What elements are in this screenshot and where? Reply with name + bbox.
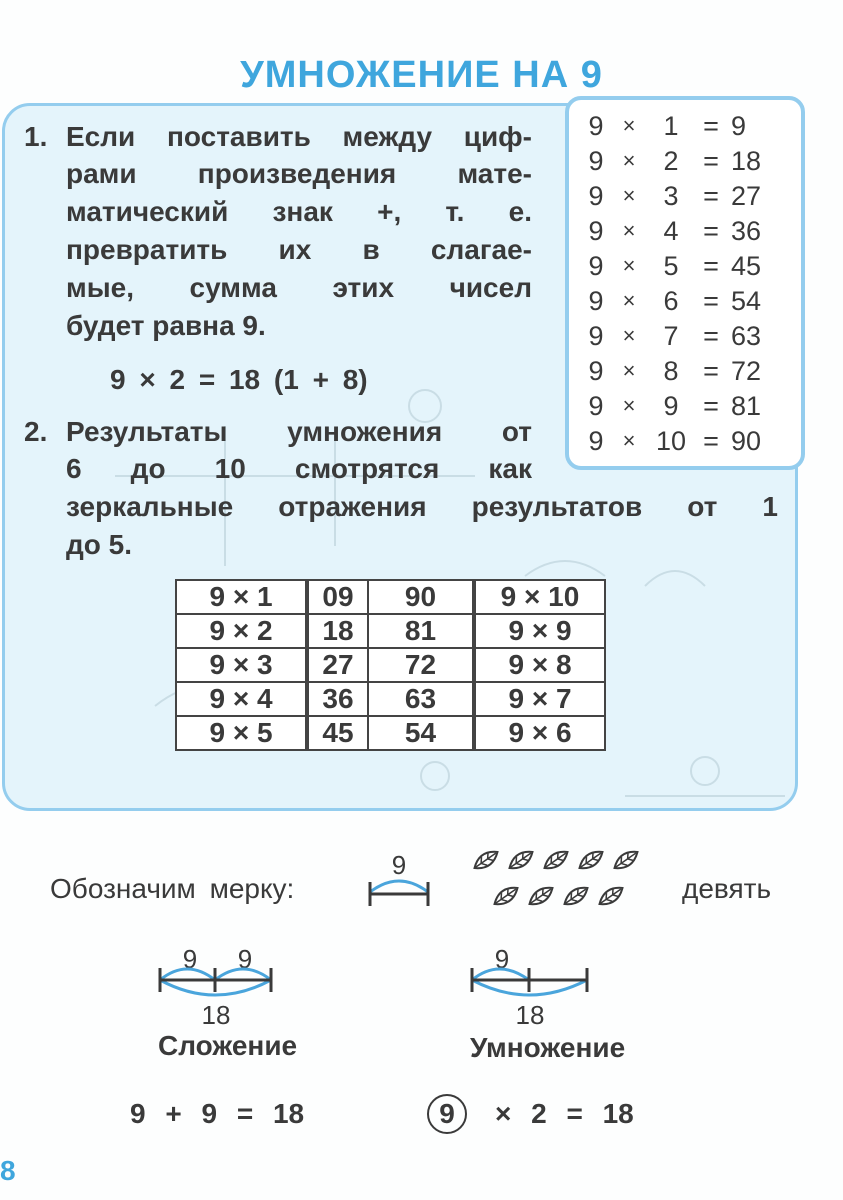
leaf-icon xyxy=(576,847,606,873)
mirror-table-row xyxy=(176,648,605,682)
mirror-cell-right: 9 × 9 xyxy=(474,614,605,648)
times-table-row xyxy=(585,144,800,178)
rule1-line: матический знак +, т. е. xyxy=(66,196,532,227)
rule2-line: 6 до 10 смотрятся как xyxy=(66,453,532,484)
times-table-a: 9 xyxy=(588,390,604,421)
mirror-cell-v2: 54 xyxy=(368,716,474,750)
times-table-row xyxy=(585,214,800,248)
times-table-op: × xyxy=(622,113,636,138)
leaf-icon xyxy=(526,883,556,909)
times-table-op: × xyxy=(622,393,636,418)
times-table-eq: = xyxy=(703,250,719,281)
circled-nine: 9 xyxy=(427,1094,467,1134)
rule2-line: до 5. xyxy=(66,529,133,560)
times-table-row xyxy=(585,424,800,458)
addition-equation: 9 + 9 = 18 xyxy=(130,1098,305,1129)
mirror-cell-right: 9 × 8 xyxy=(474,648,605,682)
rule1-line: Если поставить между циф- xyxy=(66,121,532,152)
leaf-icon xyxy=(596,883,626,909)
times-table-op: × xyxy=(622,218,636,243)
mirror-cell-v1: 45 xyxy=(307,716,368,750)
leaf-icon xyxy=(471,847,501,873)
times-table-op: × xyxy=(622,183,636,208)
times-table-r: 9 xyxy=(731,110,747,141)
times-table-op: × xyxy=(622,323,636,348)
mirror-cell-v1: 36 xyxy=(307,682,368,716)
rule2-line: Результаты умножения от xyxy=(66,416,532,447)
addition-arc-label: 9 xyxy=(237,944,253,974)
rule1-example: 9 × 2 = 18 (1 + 8) xyxy=(110,364,368,395)
mirror-cell-left: 9 × 1 xyxy=(176,580,307,614)
leaf-icon xyxy=(611,847,641,873)
times-table-row xyxy=(585,109,800,143)
mirror-cell-left: 9 × 2 xyxy=(176,614,307,648)
mirror-table-row xyxy=(176,614,605,648)
times-table-op: × xyxy=(622,288,636,313)
times-table-op: × xyxy=(622,358,636,383)
multiplication-diagram xyxy=(462,938,602,1028)
measure-unit: 9 xyxy=(391,852,407,880)
times-table-b: 9 xyxy=(663,390,679,421)
times-table-r: 36 xyxy=(731,215,762,246)
mirror-cell-right: 9 × 10 xyxy=(474,580,605,614)
times-table-a: 9 xyxy=(588,250,604,281)
multiplication-caption: Умножение xyxy=(470,1032,626,1063)
rule1-line: рами произведения мате- xyxy=(66,158,532,189)
times-table-eq: = xyxy=(703,425,719,456)
leaf-icon xyxy=(541,847,571,873)
times-table-a: 9 xyxy=(588,320,604,351)
times-table-a: 9 xyxy=(588,180,604,211)
multiplication-equation: × 2 = 18 xyxy=(495,1098,634,1129)
leaves-group xyxy=(466,842,656,922)
rule1-number: 1. xyxy=(24,121,48,152)
leaf-icon xyxy=(506,847,536,873)
rule1-line: превратить их в слагае- xyxy=(66,234,532,265)
times-table-b: 10 xyxy=(655,425,687,456)
times-table-eq: = xyxy=(703,110,719,141)
times-table-eq: = xyxy=(703,215,719,246)
mirror-cell-v2: 90 xyxy=(368,580,474,614)
times-table-r: 18 xyxy=(731,145,762,176)
mirror-cell-left: 9 × 3 xyxy=(176,648,307,682)
times-table-eq: = xyxy=(703,180,719,211)
times-table-op: × xyxy=(622,253,636,278)
measure-label: Обозначим мерку: xyxy=(50,873,295,904)
times-table-b: 3 xyxy=(663,180,679,211)
mirror-cell-v2: 81 xyxy=(368,614,474,648)
times-table-row xyxy=(585,249,800,283)
times-table-row xyxy=(585,179,800,213)
times-table-a: 9 xyxy=(588,110,604,141)
times-table-b: 7 xyxy=(663,320,679,351)
times-table-eq: = xyxy=(703,285,719,316)
times-table-row xyxy=(585,319,800,353)
mirror-table-row xyxy=(176,580,605,614)
mirror-cell-v1: 09 xyxy=(307,580,368,614)
leaf-icon xyxy=(491,883,521,909)
times-table-a: 9 xyxy=(588,145,604,176)
times-table-op: × xyxy=(622,428,636,453)
times-table-row xyxy=(585,284,800,318)
times-table-eq: = xyxy=(703,320,719,351)
times-table-row xyxy=(585,354,800,388)
times-table-b: 5 xyxy=(663,250,679,281)
times-table-b: 2 xyxy=(663,145,679,176)
rule2-number: 2. xyxy=(24,416,48,447)
rule2-line: зеркальные отражения результатов от 1 xyxy=(66,491,778,522)
times-table-b: 8 xyxy=(663,355,679,386)
mirror-cell-left: 9 × 4 xyxy=(176,682,307,716)
addition-total: 18 xyxy=(201,1000,231,1028)
rule1-line: мые, сумма этих чисел xyxy=(66,272,532,303)
times-table-a: 9 xyxy=(588,215,604,246)
addition-arc-label: 9 xyxy=(182,944,198,974)
times-table-b: 1 xyxy=(663,110,679,141)
measure-segment xyxy=(362,852,442,912)
times-table-r: 90 xyxy=(731,425,762,456)
leaf-icon xyxy=(561,883,591,909)
mirror-cell-v1: 27 xyxy=(307,648,368,682)
addition-diagram xyxy=(150,938,290,1028)
multiplication-arc-label: 9 xyxy=(494,944,510,974)
times-table-eq: = xyxy=(703,390,719,421)
addition-caption: Сложение xyxy=(158,1030,298,1061)
page-number: 8 xyxy=(0,1155,16,1186)
times-table-a: 9 xyxy=(588,355,604,386)
times-table-eq: = xyxy=(703,355,719,386)
times-table-r: 54 xyxy=(731,285,762,316)
mirror-cell-v2: 72 xyxy=(368,648,474,682)
times-table-a: 9 xyxy=(588,425,604,456)
rule1-line: будет равна 9. xyxy=(66,310,266,341)
mirror-cell-right: 9 × 6 xyxy=(474,716,605,750)
times-table-b: 6 xyxy=(663,285,679,316)
mirror-cell-v1: 18 xyxy=(307,614,368,648)
times-table-row xyxy=(585,389,800,423)
measure-word: девять xyxy=(682,873,772,904)
multiplication-total: 18 xyxy=(515,1000,545,1028)
mirror-table xyxy=(175,579,606,751)
page-title: УМНОЖЕНИЕ НА 9 xyxy=(240,54,603,96)
mirror-table-row xyxy=(176,716,605,750)
times-table-r: 45 xyxy=(731,250,762,281)
mirror-cell-v2: 63 xyxy=(368,682,474,716)
times-table-b: 4 xyxy=(663,215,679,246)
mirror-table-row xyxy=(176,682,605,716)
times-table-r: 72 xyxy=(731,355,762,386)
mirror-cell-right: 9 × 7 xyxy=(474,682,605,716)
times-table-op: × xyxy=(622,148,636,173)
times-table-r: 81 xyxy=(731,390,762,421)
times-table-r: 27 xyxy=(731,180,762,211)
times-table-a: 9 xyxy=(588,285,604,316)
times-table-r: 63 xyxy=(731,320,762,351)
times-table-eq: = xyxy=(703,145,719,176)
mirror-cell-left: 9 × 5 xyxy=(176,716,307,750)
